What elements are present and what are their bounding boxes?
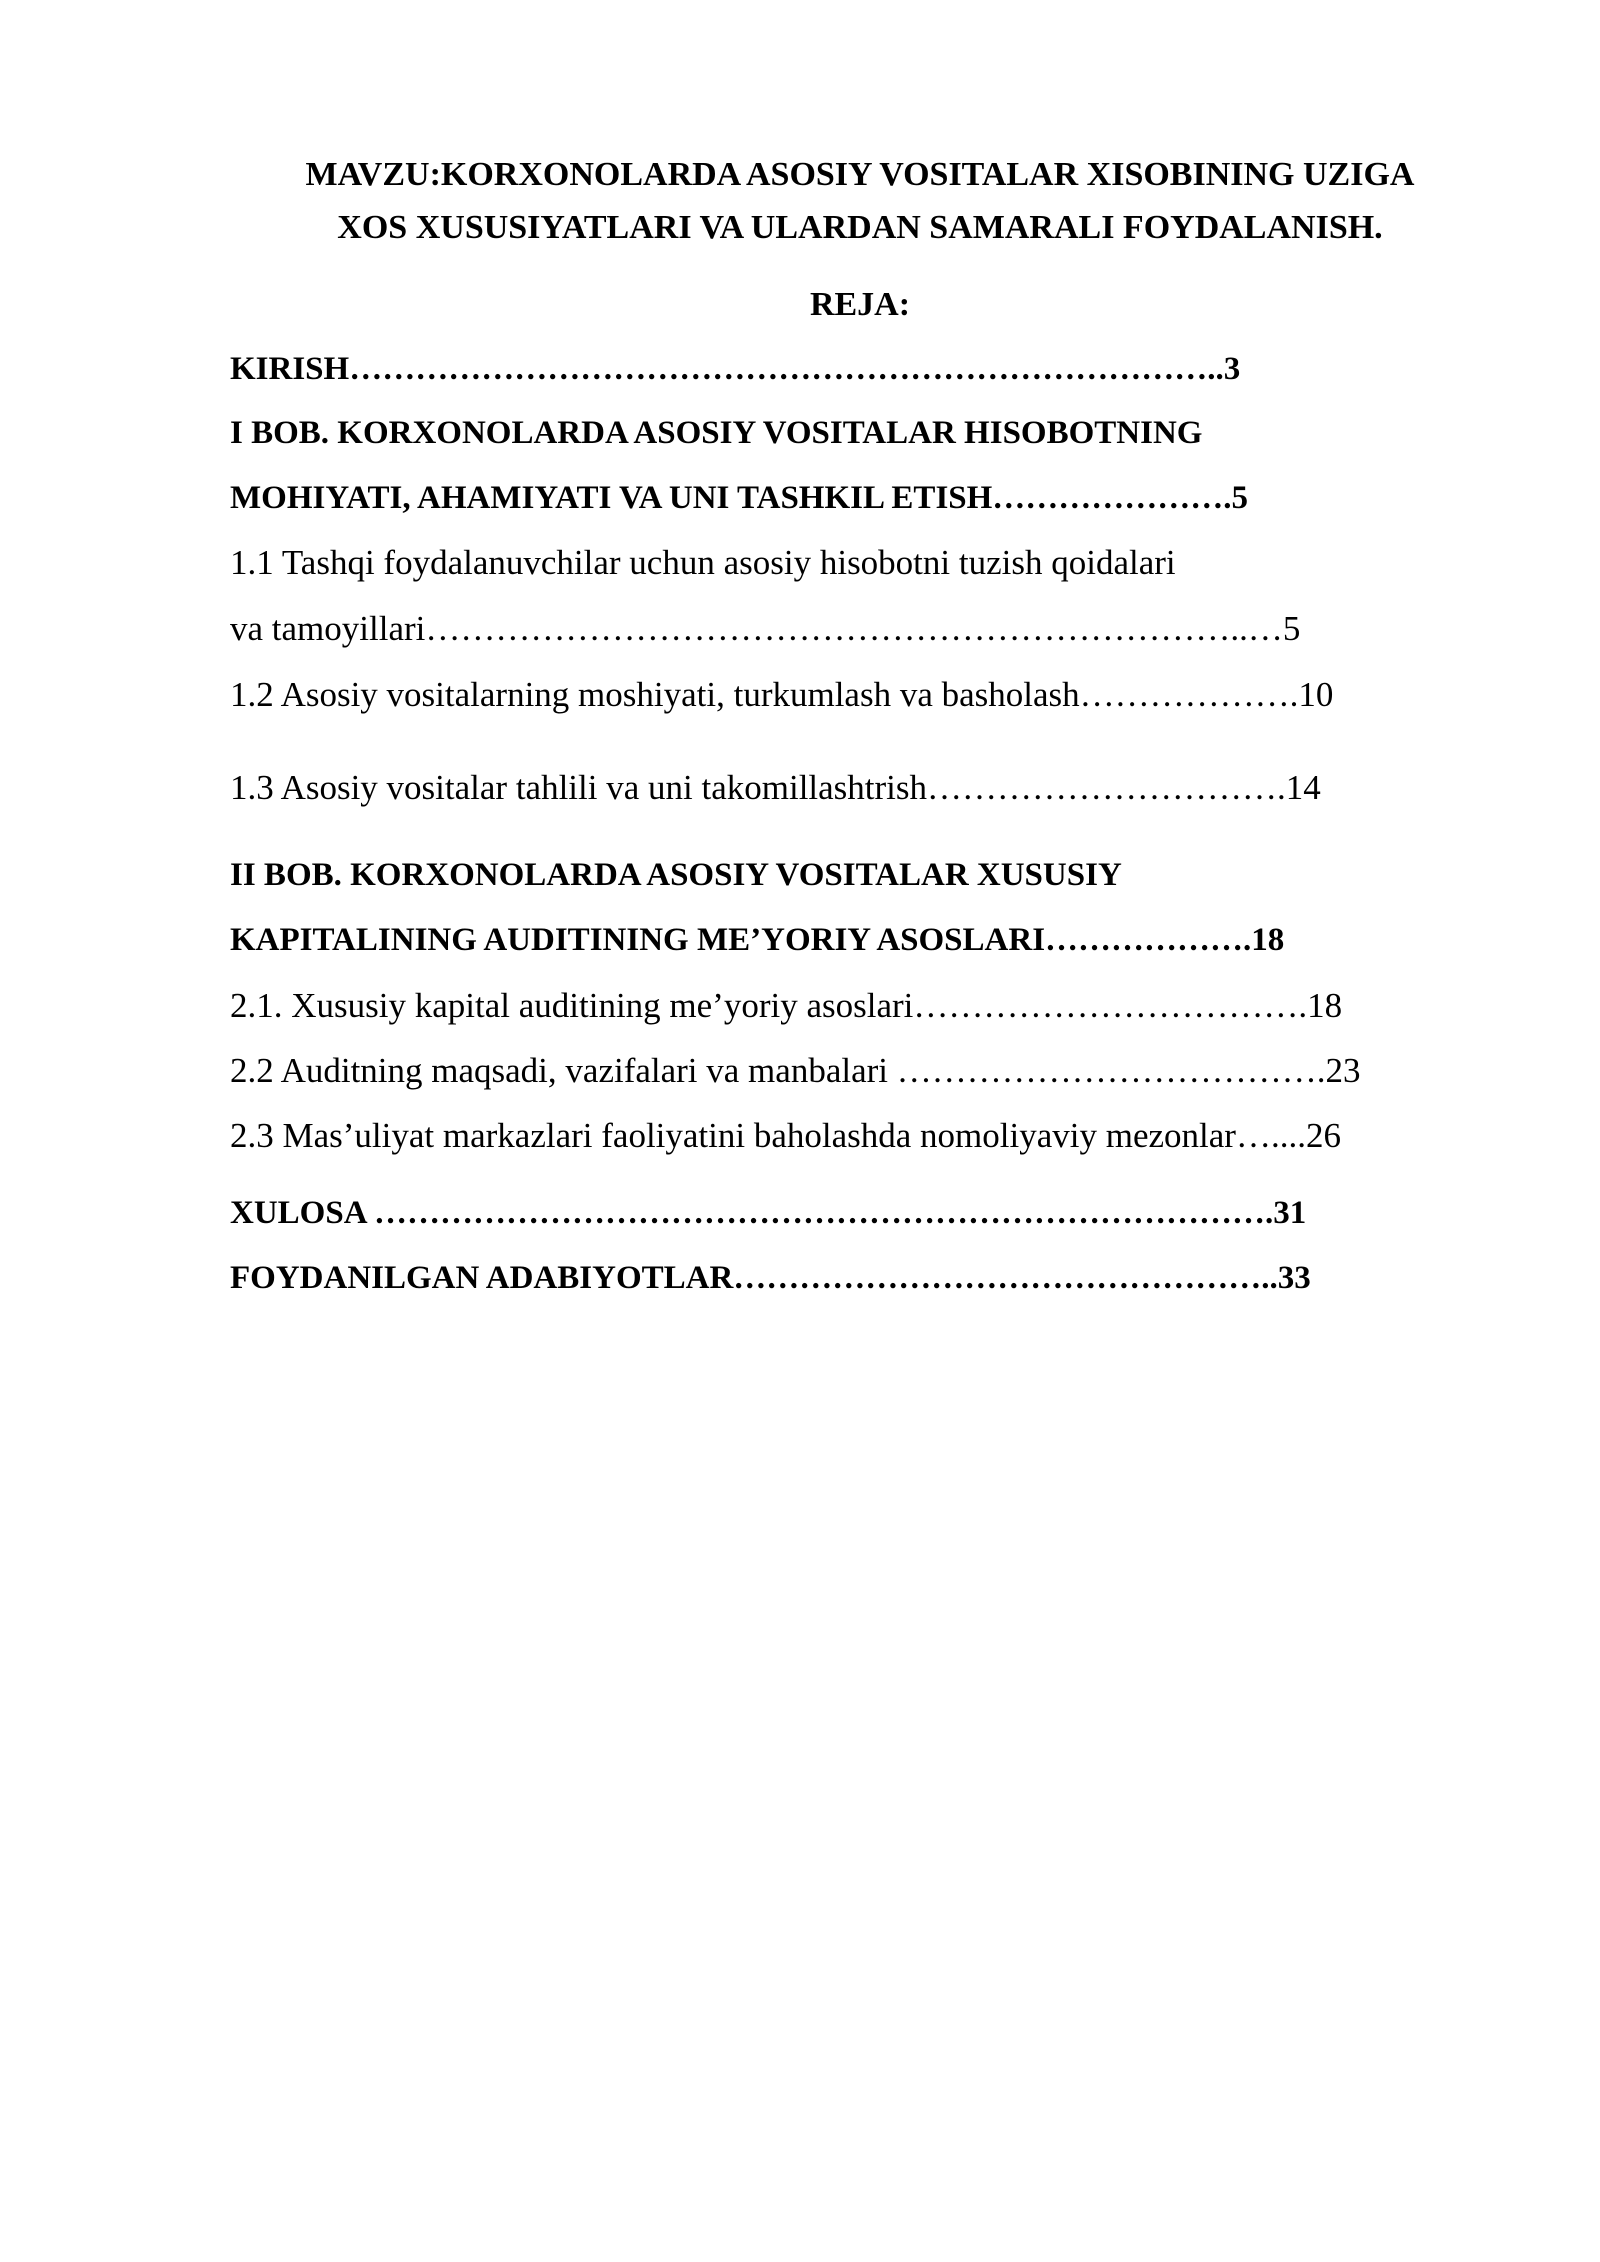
toc-entry-section-1-2: 1.2 Asosiy vositalarning moshiyati, turkumlash va basholash……………….10 bbox=[230, 675, 1334, 714]
toc-entry-chapter-1-line-2: MOHIYATI, AHAMIYATI VA UNI TASHKIL ETISH………………….5 bbox=[230, 480, 1249, 516]
toc-entry-adabiyotlar: FOYDANILGAN ADABIYOTLAR…………………………………………..33 bbox=[230, 1260, 1311, 1296]
toc-entry-section-2-3: 2.3 Mas’uliyat markazlari faoliyatini baholashda nomoliyaviy mezonlar…....26 bbox=[230, 1116, 1341, 1155]
toc-entry-kirish: KIRISH……………………………………………………………………..3 bbox=[230, 351, 1241, 387]
toc-entry-section-1-1-line-1: 1.1 Tashqi foydalanuvchilar uchun asosiy hisobotni tuzish qoidalari bbox=[230, 543, 1176, 582]
toc-entry-section-1-1-line-2: va tamoyillari……………………………………………………………..…5 bbox=[230, 609, 1301, 648]
toc-entry-chapter-2-line-1: II BOB. KORXONOLARDA ASOSIY VOSITALAR XUSUSIY bbox=[230, 857, 1122, 893]
toc-entry-chapter-2-line-2: KAPITALINING AUDITINING ME’YORIY ASOSLARI……………….18 bbox=[230, 922, 1285, 958]
toc-entry-section-1-3: 1.3 Asosiy vositalar tahlili va uni takomillashtrish………………………….14 bbox=[230, 768, 1321, 807]
toc-entry-xulosa: XULOSA ……………………………………………………………………….31 bbox=[230, 1195, 1307, 1231]
toc-entry-chapter-1-line-1: I BOB. KORXONOLARDA ASOSIY VOSITALAR HISOBOTNING bbox=[230, 415, 1203, 451]
document-title-line-1: MAVZU:KORXONOLARDA ASOSIY VOSITALAR XISOBINING UZIGA bbox=[305, 156, 1415, 193]
plan-heading: REJA: bbox=[809, 286, 911, 323]
toc-entry-section-2-2: 2.2 Auditning maqsadi, vazifalari va manbalari ……………………………….23 bbox=[230, 1051, 1361, 1090]
document-title-line-2: XOS XUSUSIYATLARI VA ULARDAN SAMARALI FOYDALANISH. bbox=[337, 209, 1383, 246]
toc-entry-section-2-1: 2.1. Xususiy kapital auditining me’yoriy asoslari…………………………….18 bbox=[230, 986, 1343, 1025]
